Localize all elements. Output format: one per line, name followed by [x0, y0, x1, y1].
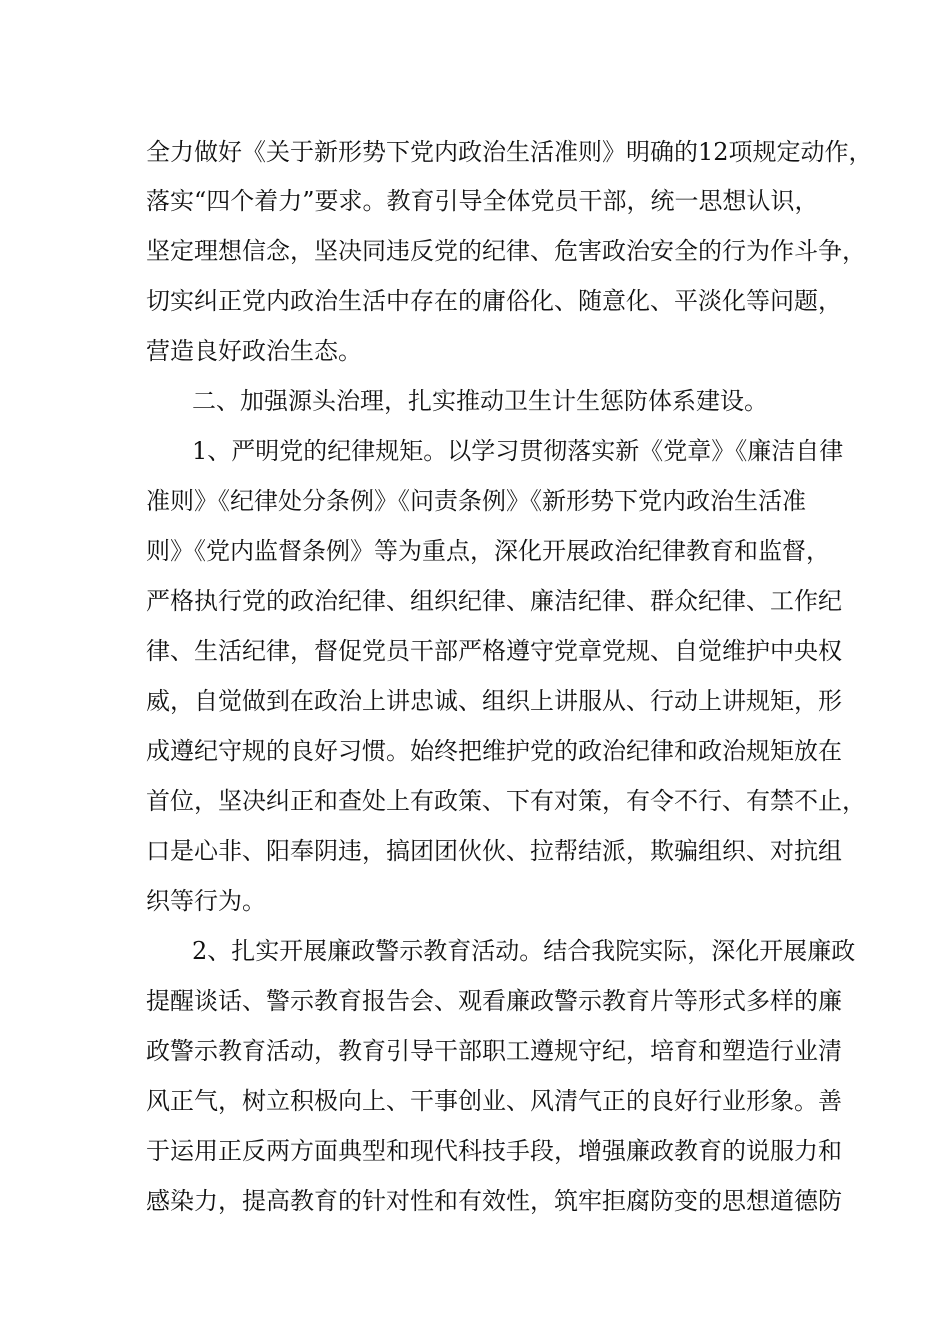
text-line: 织等行为。	[146, 887, 266, 915]
text-line: 提醒谈话、警示教育报告会、观看廉政警示教育片等形式多样的廉	[146, 987, 842, 1015]
text-line: 全力做好《关于新形势下党内政治生活准则》明确的12项规定动作，	[146, 138, 873, 166]
text-line: 则》《党内监督条例》等为重点，深化开展政治纪律教育和监督，	[146, 537, 830, 565]
text-line: 准则》《纪律处分条例》《问责条例》《新形势下党内政治生活准	[146, 487, 806, 515]
text-line: 政警示教育活动，教育引导干部职工遵规守纪，培育和塑造行业清	[146, 1037, 842, 1065]
text-line: 严格执行党的政治纪律、组织纪律、廉洁纪律、群众纪律、工作纪	[146, 587, 842, 615]
text-line: 律、生活纪律，督促党员干部严格遵守党章党规、自觉维护中央权	[146, 637, 842, 665]
text-line: 1、严明党的纪律规矩。以学习贯彻落实新《党章》《廉洁自律	[192, 437, 844, 465]
text-line: 落实“四个着力”要求。教育引导全体党员干部，统一思想认识，	[146, 187, 819, 215]
text-line: 营造良好政治生态。	[146, 337, 362, 365]
text-line: 2、扎实开展廉政警示教育活动。结合我院实际，深化开展廉政	[192, 937, 856, 965]
text-line: 口是心非、阳奉阴违，搞团团伙伙、拉帮结派，欺骗组织、对抗组	[146, 837, 842, 865]
text-line: 于运用正反两方面典型和现代科技手段，增强廉政教育的说服力和	[146, 1137, 842, 1165]
text-line: 首位，坚决纠正和查处上有政策、下有对策，有令不行、有禁不止，	[146, 787, 866, 815]
section-heading: 二、加强源头治理，扎实推动卫生计生惩防体系建设。	[192, 387, 768, 415]
text-line: 风正气，树立积极向上、干事创业、风清气正的良好行业形象。善	[146, 1087, 842, 1115]
text-line: 坚定理想信念，坚决同违反党的纪律、危害政治安全的行为作斗争，	[146, 237, 866, 265]
text-line: 成遵纪守规的良好习惯。始终把维护党的政治纪律和政治规矩放在	[146, 737, 842, 765]
text-line: 威，自觉做到在政治上讲忠诚、组织上讲服从、行动上讲规矩，形	[146, 687, 842, 715]
text-line: 切实纠正党内政治生活中存在的庸俗化、随意化、平淡化等问题，	[146, 287, 842, 315]
text-line: 感染力，提高教育的针对性和有效性，筑牢拒腐防变的思想道德防	[146, 1187, 842, 1215]
